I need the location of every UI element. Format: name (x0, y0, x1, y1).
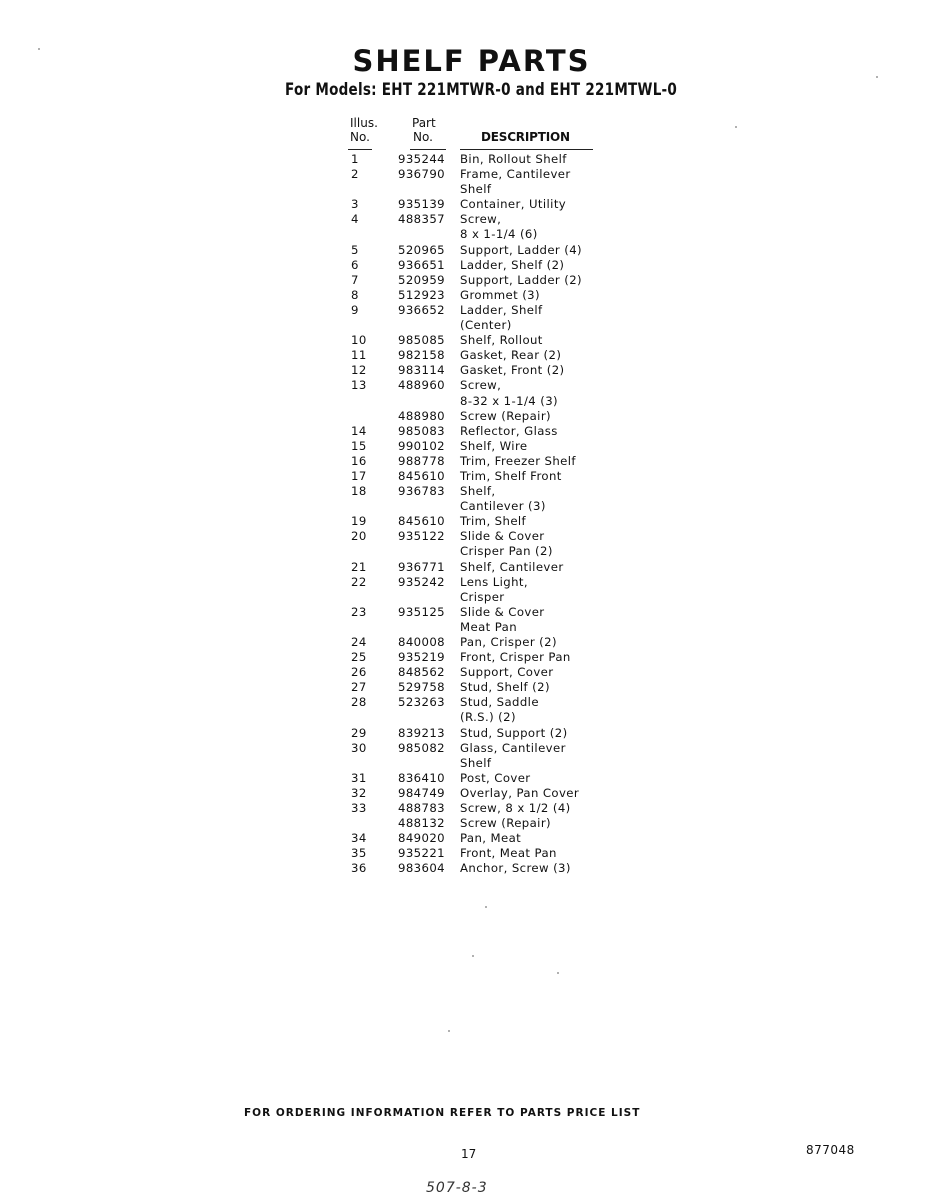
part-description: Gasket, Front (2) (460, 363, 565, 378)
parts-row (350, 665, 600, 680)
part-description: Bin, Rollout Shelf (460, 152, 567, 166)
scan-speck (448, 1030, 450, 1032)
illus-number: 10 (351, 333, 367, 348)
part-description: Support, Ladder (4) (460, 242, 583, 257)
illus-number: 21 (351, 559, 367, 574)
part-number: 488357 (398, 212, 446, 227)
part-number: 488980 (398, 408, 446, 423)
part-description: Screw, 8 x 1/2 (4) (460, 801, 571, 816)
parts-row (350, 212, 600, 242)
illus-number: 29 (351, 725, 367, 740)
part-number: 520965 (398, 242, 446, 257)
parts-table (350, 116, 600, 877)
parts-row (350, 273, 600, 288)
parts-row (350, 454, 600, 469)
part-number: 488783 (398, 801, 446, 816)
scan-speck (38, 48, 40, 50)
illus-number: 24 (351, 635, 367, 649)
part-number: 936790 (398, 167, 446, 182)
part-number: 982158 (398, 348, 446, 363)
part-description: Screw (Repair) (460, 816, 551, 831)
illus-number: 4 (351, 212, 359, 227)
illus-number: 17 (351, 468, 367, 483)
part-number: 936771 (398, 559, 446, 574)
part-number: 488132 (398, 816, 446, 831)
scan-speck (735, 126, 737, 128)
illus-number: 5 (351, 242, 359, 257)
part-description: Screw (Repair) (460, 408, 551, 423)
illus-number: 16 (351, 453, 367, 468)
part-number: 935139 (398, 197, 446, 212)
parts-row (350, 861, 600, 876)
part-number: 520959 (398, 272, 446, 287)
illus-number: 13 (351, 378, 367, 393)
illus-number: 25 (351, 650, 367, 665)
illus-number: 6 (351, 257, 359, 272)
parts-row (350, 680, 600, 695)
parts-row (350, 243, 600, 258)
part-header-line1: Part (412, 116, 436, 130)
document-number: 877048 (806, 1143, 855, 1157)
part-number: 836410 (398, 770, 446, 785)
illus-number: 9 (351, 302, 359, 317)
illus-number: 7 (351, 272, 359, 287)
parts-row (350, 605, 600, 635)
part-description: Stud, Saddle (R.S.) (2) (460, 695, 539, 725)
illus-number: 11 (351, 348, 367, 363)
illus-number: 35 (351, 846, 367, 861)
parts-row (350, 288, 600, 303)
part-number: 849020 (398, 831, 446, 846)
illus-number: 27 (351, 680, 367, 695)
illus-number: 12 (351, 363, 367, 378)
part-number: 529758 (398, 680, 446, 695)
parts-row (350, 333, 600, 348)
header-rule (348, 149, 372, 150)
part-description: Front, Crisper Pan (460, 650, 571, 665)
illus-number: 15 (351, 438, 367, 453)
part-description: Support, Cover (460, 665, 554, 680)
illus-number: 32 (351, 785, 367, 800)
part-number: 985083 (398, 423, 446, 438)
part-description: Screw, 8-32 x 1-1/4 (3) (460, 378, 559, 408)
part-number: 988778 (398, 453, 446, 468)
part-number: 935219 (398, 650, 446, 665)
parts-row (350, 575, 600, 605)
part-description: Shelf, Cantilever (3) (460, 484, 546, 514)
part-number: 935125 (398, 604, 446, 619)
part-description: Front, Meat Pan (460, 846, 557, 861)
parts-table-header (350, 116, 600, 152)
part-description: Screw, 8 x 1-1/4 (6) (460, 212, 538, 242)
header-rule (410, 149, 446, 150)
illus-header-line1: Illus. (350, 116, 378, 130)
scan-speck (557, 972, 559, 974)
part-number: 848562 (398, 665, 446, 680)
parts-list (350, 152, 600, 877)
part-number: 984749 (398, 785, 446, 800)
part-description: Ladder, Shelf (2) (460, 257, 565, 272)
illus-number: 3 (351, 197, 359, 212)
parts-row (350, 846, 600, 861)
part-description: Slide & Cover Crisper Pan (2) (460, 529, 553, 559)
parts-row (350, 514, 600, 529)
page-number: 17 (461, 1147, 477, 1161)
page-title: SHELF PARTS (352, 44, 591, 78)
parts-row (350, 816, 600, 831)
illus-number: 19 (351, 514, 367, 529)
part-description: Trim, Shelf (460, 514, 527, 529)
handwritten-mark: 507-8-3 (426, 1180, 488, 1196)
part-description: Container, Utility (460, 197, 567, 212)
parts-row (350, 695, 600, 725)
illus-number: 22 (351, 574, 367, 589)
parts-row (350, 560, 600, 575)
part-description: Grommet (3) (460, 287, 540, 302)
part-description: Shelf, Cantilever (460, 559, 564, 574)
illus-number: 28 (351, 695, 367, 710)
part-description: Trim, Shelf Front (460, 468, 562, 483)
scan-speck (485, 906, 487, 908)
illus-number: 8 (351, 287, 359, 302)
illus-number: 23 (351, 604, 367, 619)
parts-row (350, 726, 600, 741)
illus-number: 30 (351, 740, 367, 755)
illus-number: 36 (351, 861, 367, 876)
part-number: 985082 (398, 740, 446, 755)
part-number: 936652 (398, 302, 446, 317)
parts-row (350, 258, 600, 273)
parts-row (350, 831, 600, 846)
part-description: Stud, Support (2) (460, 725, 568, 740)
parts-row (350, 303, 600, 333)
parts-row (350, 439, 600, 454)
part-header-line2: No. (413, 130, 433, 144)
part-description: Glass, Cantilever Shelf (460, 740, 566, 770)
parts-row (350, 348, 600, 363)
part-number: 935122 (398, 529, 446, 544)
parts-row (350, 771, 600, 786)
parts-row (350, 484, 600, 514)
part-number: 983604 (398, 861, 446, 876)
parts-row (350, 167, 600, 197)
parts-row (350, 635, 600, 650)
part-number: 845610 (398, 468, 446, 483)
ordering-info-note: FOR ORDERING INFORMATION REFER TO PARTS PRICE LIST (244, 1107, 641, 1119)
part-description: Stud, Shelf (2) (460, 680, 550, 695)
illus-header-line2: No. (350, 130, 370, 144)
parts-row (350, 363, 600, 378)
parts-row (350, 409, 600, 424)
part-number: 523263 (398, 695, 446, 710)
parts-row (350, 529, 600, 559)
models-subtitle: For Models: EHT 221MTWR-0 and EHT 221MTWL-0 (285, 80, 678, 99)
part-number: 990102 (398, 438, 446, 453)
illus-number: 1 (351, 152, 359, 166)
part-number: 839213 (398, 725, 446, 740)
part-number: 935244 (398, 152, 446, 166)
header-rule (460, 149, 593, 150)
part-number: 935221 (398, 846, 446, 861)
part-description: Reflector, Glass (460, 423, 558, 438)
part-number: 936651 (398, 257, 446, 272)
illus-number: 34 (351, 831, 367, 846)
part-description: Overlay, Pan Cover (460, 785, 580, 800)
parts-row (350, 741, 600, 771)
parts-row (350, 378, 600, 408)
scan-speck (876, 76, 878, 78)
parts-row (350, 469, 600, 484)
parts-row (350, 801, 600, 816)
part-number: 512923 (398, 287, 446, 302)
part-description: Gasket, Rear (2) (460, 348, 562, 363)
description-header: DESCRIPTION (481, 130, 570, 144)
part-number: 983114 (398, 363, 446, 378)
part-number: 985085 (398, 333, 446, 348)
part-description: Slide & Cover Meat Pan (460, 604, 545, 634)
illus-number: 33 (351, 801, 367, 816)
part-description: Post, Cover (460, 770, 531, 785)
parts-row (350, 786, 600, 801)
illus-number: 26 (351, 665, 367, 680)
part-number: 845610 (398, 514, 446, 529)
part-description: Pan, Meat (460, 831, 522, 846)
illus-number: 2 (351, 167, 359, 182)
part-description: Ladder, Shelf (Center) (460, 302, 543, 333)
parts-row (350, 650, 600, 665)
part-number: 935242 (398, 574, 446, 589)
part-description: Shelf, Rollout (460, 333, 543, 348)
parts-row (350, 152, 600, 167)
part-number: 936783 (398, 484, 446, 499)
illus-number: 18 (351, 484, 367, 499)
part-description: Shelf, Wire (460, 438, 528, 453)
part-number: 840008 (398, 635, 446, 649)
part-description: Support, Ladder (2) (460, 272, 583, 287)
part-description: Trim, Freezer Shelf (460, 453, 576, 468)
illus-number: 20 (351, 529, 367, 544)
part-description: Anchor, Screw (3) (460, 861, 571, 876)
illus-number: 14 (351, 423, 367, 438)
part-description: Frame, Cantilever Shelf (460, 167, 571, 197)
parts-row (350, 424, 600, 439)
part-description: Lens Light, Crisper (460, 574, 528, 604)
part-number: 488960 (398, 378, 446, 393)
scan-speck (472, 955, 474, 957)
part-description: Pan, Crisper (2) (460, 635, 557, 649)
illus-number: 31 (351, 770, 367, 785)
parts-row (350, 197, 600, 212)
